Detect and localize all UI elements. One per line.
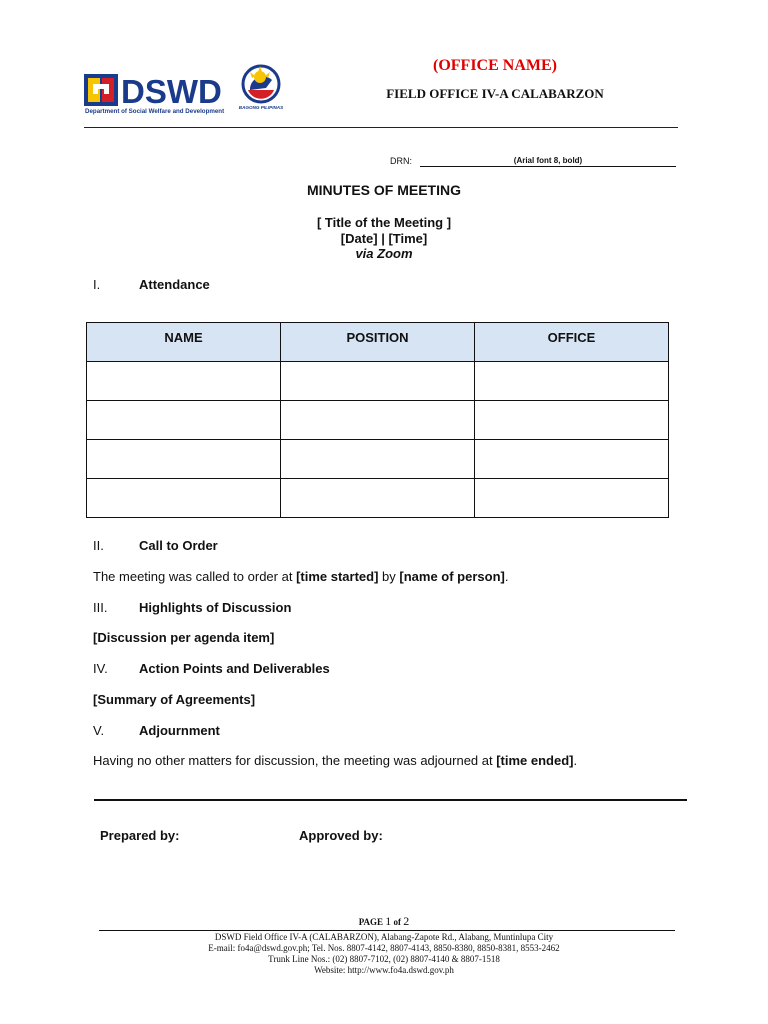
drn-underline <box>420 166 676 167</box>
dswd-logo <box>84 70 234 116</box>
document-title: MINUTES OF MEETING <box>307 182 461 198</box>
section-title-highlights: Highlights of Discussion <box>139 600 292 615</box>
page-of: of <box>393 917 402 927</box>
meeting-via: via Zoom <box>355 246 413 261</box>
section-title-action-points: Action Points and Deliverables <box>139 661 330 676</box>
time-started-placeholder: [time started] <box>296 569 379 584</box>
table-cell[interactable] <box>475 362 669 401</box>
table-cell[interactable] <box>281 440 475 479</box>
footer-address: DSWD Field Office IV-A (CALABARZON), Alabang-Zapote Rd., Alabang, Muntinlupa City <box>214 932 554 942</box>
person-placeholder: [name of person] <box>399 569 505 584</box>
adjournment-paragraph <box>93 753 577 768</box>
table-cell[interactable] <box>87 440 281 479</box>
call-to-order-text: . <box>504 569 509 584</box>
time-ended-placeholder: [time ended] <box>496 753 574 768</box>
footer-website: Website: http://www.fo4a.dswd.gov.ph <box>314 965 454 975</box>
page-current: 1 <box>385 914 392 928</box>
table-cell[interactable] <box>281 362 475 401</box>
call-to-order-paragraph <box>93 569 508 584</box>
section-number-call-to-order: II. <box>93 538 104 553</box>
page-total: 2 <box>403 914 410 928</box>
adjournment-text: . <box>573 753 578 768</box>
header-divider <box>84 127 678 128</box>
section-number-adjournment: V. <box>93 723 105 738</box>
action-points-body: [Summary of Agreements] <box>93 692 256 707</box>
highlights-body: [Discussion per agenda item] <box>93 630 275 645</box>
table-row <box>87 440 669 479</box>
table-cell[interactable] <box>281 479 475 518</box>
prepared-by-label: Prepared by: <box>100 828 180 843</box>
section-number-action-points: IV. <box>93 661 108 676</box>
section-title-attendance: Attendance <box>139 277 210 292</box>
table-cell[interactable] <box>475 440 669 479</box>
section-title-adjournment: Adjournment <box>139 723 220 738</box>
dswd-logo-icon <box>84 70 234 116</box>
meeting-title: [ Title of the Meeting ] <box>316 215 452 230</box>
table-cell[interactable] <box>87 401 281 440</box>
table-row <box>87 401 669 440</box>
call-to-order-text: by <box>378 569 400 584</box>
footer-divider <box>99 930 675 931</box>
table-cell[interactable] <box>281 401 475 440</box>
table-cell[interactable] <box>475 401 669 440</box>
page-indicator <box>0 914 768 929</box>
field-office: FIELD OFFICE IV-A CALABARZON <box>386 86 604 101</box>
drn-value: (Arial font 8, bold) <box>513 156 583 165</box>
drn-label: DRN: <box>390 156 412 166</box>
table-header-row <box>87 323 669 362</box>
call-to-order-text: The meeting was called to order at <box>93 569 297 584</box>
table-cell[interactable] <box>87 479 281 518</box>
column-header-position: POSITION <box>281 323 475 362</box>
column-header-office: OFFICE <box>475 323 669 362</box>
approved-by-label: Approved by: <box>299 828 383 843</box>
bagong-pilipinas-logo <box>236 62 286 112</box>
section-number-attendance: I. <box>93 277 101 292</box>
adjournment-text: Having no other matters for discussion, the meeting was adjourned at <box>93 753 497 768</box>
bagong-pilipinas-icon <box>236 62 286 112</box>
section-title-call-to-order: Call to Order <box>139 538 218 553</box>
column-header-name: NAME <box>87 323 281 362</box>
table-cell[interactable] <box>87 362 281 401</box>
dswd-logo-text: DSWD <box>121 73 222 110</box>
office-name: (OFFICE NAME) <box>433 57 557 74</box>
bagong-pilipinas-text: BAGONG PILIPINAS <box>238 105 284 110</box>
meeting-datetime: [Date] | [Time] <box>340 231 428 246</box>
section-number-highlights: III. <box>93 600 108 615</box>
table-cell[interactable] <box>475 479 669 518</box>
table-row <box>87 362 669 401</box>
signature-divider <box>94 799 687 801</box>
attendance-table <box>86 322 669 518</box>
footer-contact: E-mail: fo4a@dswd.gov.ph; Tel. Nos. 8807-4142, 8807-4143, 8850-8380, 8850-8381, 8553-2462 <box>208 943 560 953</box>
footer-trunk-lines: Trunk Line Nos.: (02) 8807-7102, (02) 8807-4140 & 8807-1518 <box>268 954 500 964</box>
dswd-logo-subtitle: Department of Social Welfare and Development <box>85 108 225 115</box>
page-label: PAGE <box>358 917 384 927</box>
table-row <box>87 479 669 518</box>
